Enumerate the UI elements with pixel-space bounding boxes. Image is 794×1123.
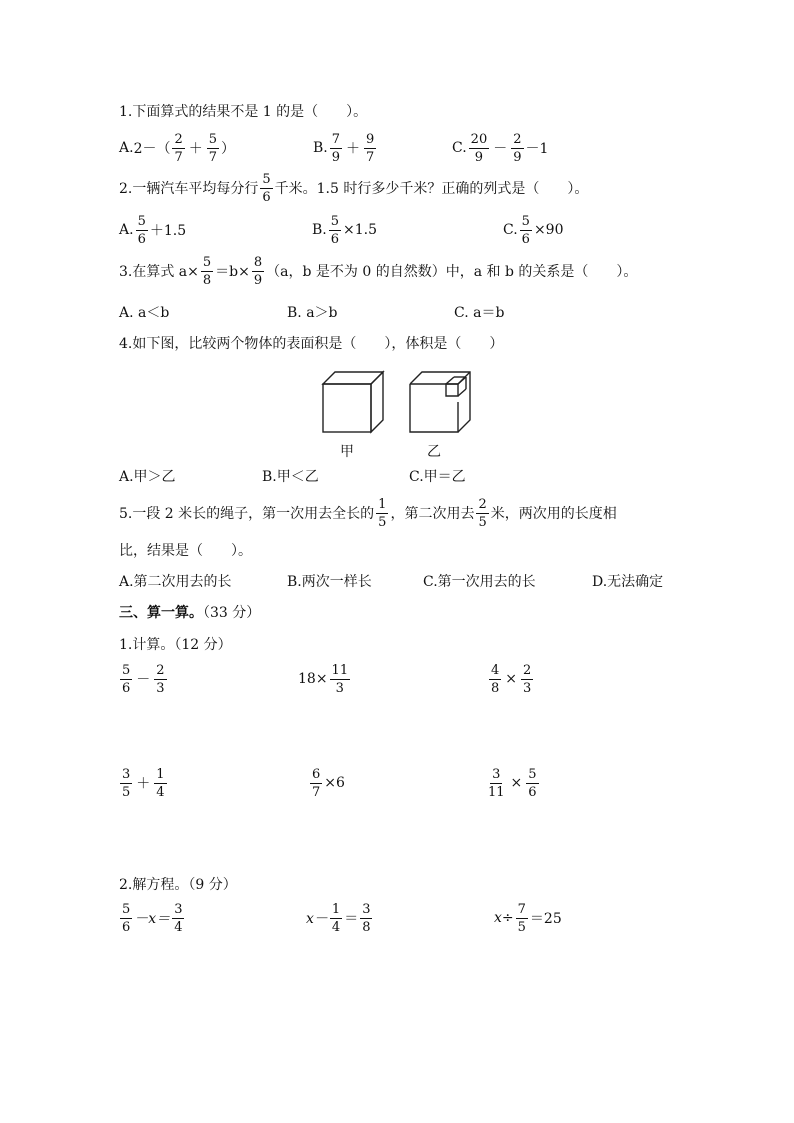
calc-title: 1.计算。（12 分） — [119, 637, 232, 653]
calc-expression-3: $\frac{4}{8}$ × $\frac{2}{3}$ — [491, 662, 532, 696]
cube-jia-label: 甲 — [340, 444, 354, 460]
fraction: $\frac{4}{8}$ — [491, 662, 500, 696]
fraction: $\frac{5}{6}$ — [122, 901, 131, 935]
calc-expression-1: $\frac{5}{6}$ － $\frac{2}{3}$ — [122, 662, 165, 696]
fraction: $\frac{20}{9}$ — [470, 131, 488, 165]
equations-title: 2.解方程。（9 分） — [119, 877, 237, 893]
q1-option-a: A. 2－ （ $\frac{2}{7}$ ＋ $\frac{5}{7}$ ） — [119, 131, 236, 165]
cube-yi-label: 乙 — [427, 444, 441, 460]
cube-jia — [323, 372, 383, 432]
cube-yi — [410, 372, 470, 432]
equation-1: $\frac{5}{6}$ －x＝ $\frac{3}{4}$ — [122, 901, 183, 935]
q4-option-b: B.甲＜乙 — [262, 469, 319, 485]
q5-option-d: D.无法确定 — [592, 574, 664, 590]
fraction: $\frac{8}{9}$ — [253, 254, 263, 288]
fraction: $\frac{1}{4}$ — [331, 901, 341, 935]
q5-option-b: B.两次一样长 — [287, 574, 372, 590]
question-4-stem: 4.如下图，比较两个物体的表面积是（ ），体积是（ ） — [119, 336, 504, 352]
fraction: $\frac{7}{5}$ — [517, 901, 526, 935]
calc-expression-6: $\frac{3}{11}$ × $\frac{5}{6}$ — [488, 766, 537, 800]
question-5-stem: 5.一段 2 米长的绳子，第一次用去全长的 $\frac{1}{5}$ ，第二次用去 $\frac{2}{5}$ 米，两次用的长度相 — [119, 496, 617, 530]
fraction: $\frac{2}{3}$ — [523, 662, 532, 696]
fraction: $\frac{2}{3}$ — [156, 662, 165, 696]
equation-2: x－ $\frac{1}{4}$ ＝ $\frac{3}{8}$ — [306, 901, 371, 935]
calc-expression-4: $\frac{3}{5}$ ＋ $\frac{1}{4}$ — [122, 766, 165, 800]
calc-expression-5: $\frac{6}{7}$ ×6 — [312, 766, 345, 800]
fraction: $\frac{5}{7}$ — [208, 131, 218, 165]
question-1-stem: 1.下面算式的结果不是 1 的是（ ）。 — [119, 104, 368, 120]
fraction: $\frac{3}{5}$ — [122, 766, 131, 800]
question-2-stem: 2.一辆汽车平均每分行 $\frac{5}{6}$ 千米。1.5 时行多少千米？正确的列式是（ ）。 — [119, 171, 589, 205]
fraction: $\frac{5}{6}$ — [521, 213, 530, 247]
cube-figures — [318, 366, 478, 462]
fraction: $\frac{2}{5}$ — [478, 496, 487, 530]
fraction: $\frac{3}{11}$ — [488, 766, 505, 800]
question-3-stem: 3.在算式 a× $\frac{5}{8}$ ＝b× $\frac{8}{9}$ （a，b 是不为 0 的自然数）中，a 和 b 的关系是（ ）。 — [119, 254, 638, 288]
fraction: $\frac{9}{7}$ — [366, 131, 375, 165]
q3-option-b: B. a＞b — [287, 305, 338, 321]
q4-option-c: C.甲＝乙 — [409, 469, 466, 485]
q1-option-b: B. $\frac{7}{9}$ ＋ $\frac{9}{7}$ — [313, 131, 375, 165]
fraction: $\frac{6}{7}$ — [312, 766, 321, 800]
equation-3: x÷ $\frac{7}{5}$ ＝25 — [494, 901, 562, 935]
fraction: $\frac{3}{4}$ — [174, 901, 183, 935]
q1-option-c: C. $\frac{20}{9}$ － $\frac{2}{9}$ －1 — [452, 131, 549, 165]
question-5-stem-line2: 比，结果是（ ）。 — [119, 543, 252, 559]
q2-option-a: A. $\frac{5}{6}$ ＋1.5 — [119, 213, 187, 247]
q2-option-b: B. $\frac{5}{6}$ ×1.5 — [312, 213, 378, 247]
fraction: $\frac{2}{7}$ — [174, 131, 183, 165]
q3-option-c: C. a＝b — [454, 305, 505, 321]
fraction: $\frac{5}{6}$ — [528, 766, 537, 800]
q5-option-a: A.第二次用去的长 — [119, 574, 232, 590]
q2-option-c: C. $\frac{5}{6}$ ×90 — [503, 213, 564, 247]
fraction: $\frac{5}{6}$ — [330, 213, 340, 247]
calc-expression-2: 18× $\frac{11}{3}$ — [298, 662, 349, 696]
fraction: $\frac{5}{6}$ — [137, 213, 146, 247]
fraction: $\frac{1}{5}$ — [378, 496, 387, 530]
q3-option-a: A. a＜b — [119, 305, 170, 321]
fraction: $\frac{5}{8}$ — [202, 254, 212, 288]
fraction: $\frac{1}{4}$ — [156, 766, 165, 800]
q4-option-a: A.甲＞乙 — [119, 469, 176, 485]
fraction: $\frac{7}{9}$ — [331, 131, 341, 165]
fraction: $\frac{2}{9}$ — [513, 131, 522, 165]
q5-option-c: C.第一次用去的长 — [423, 574, 536, 590]
fraction: $\frac{3}{8}$ — [362, 901, 371, 935]
section-3-heading: 三、算一算。（33 分） — [119, 605, 261, 621]
fraction: $\frac{5}{6}$ — [262, 171, 271, 205]
fraction: $\frac{5}{6}$ — [122, 662, 131, 696]
fraction: $\frac{11}{3}$ — [331, 662, 349, 696]
